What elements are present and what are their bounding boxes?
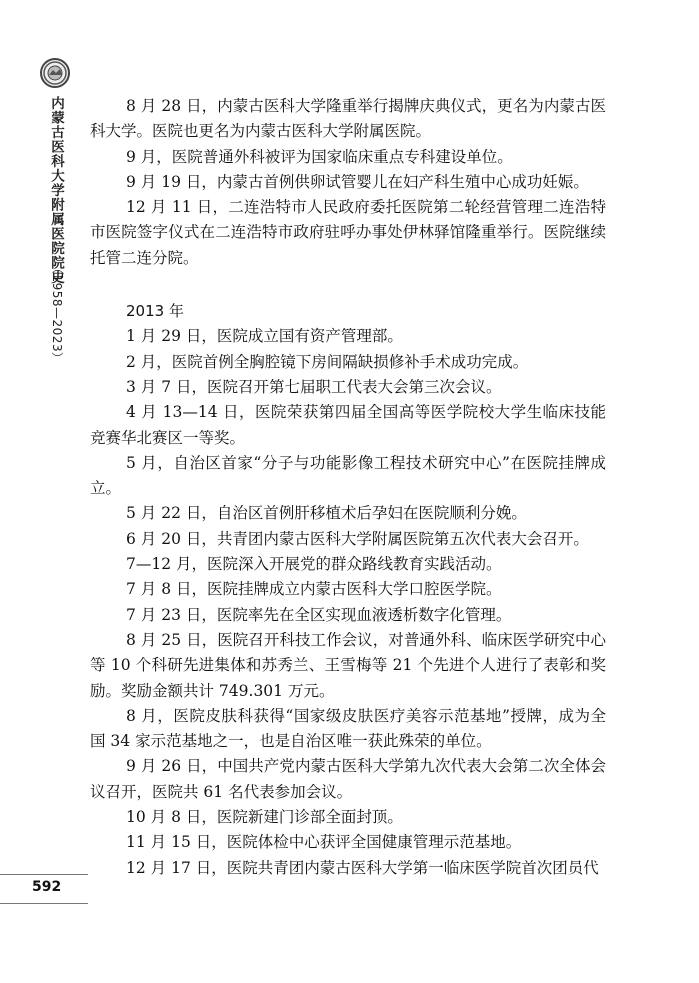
entry-paragraph: 12 月 11 日，二连浩特市人民政府委托医院第二轮经营管理二连浩特市医院签字仪式在二连浩特市政府驻呼办事处伊林驿馆隆重举行。医院继续托管二连分院。: [90, 198, 606, 267]
divider: [0, 903, 88, 904]
entry-paragraph: 5 月 22 日，自治区首例肝移植术后孕妇在医院顺利分娩。: [126, 504, 527, 523]
entry-paragraph: 9 月 19 日，内蒙古首例供卵试管婴儿在妇产科生殖中心成功妊娠。: [126, 172, 589, 191]
sidebar: [0, 0, 88, 983]
entry-paragraph: 9 月 26 日，中国共产党内蒙古医科大学第九次代表大会第二次全体会议召开，医院共 61 名代表参加会议。: [90, 757, 606, 801]
entry-paragraph: 10 月 8 日，医院新建门诊部全面封顶。: [126, 808, 403, 827]
entry-paragraph: 8 月 28 日，内蒙古医科大学隆重举行揭牌庆典仪式，更名为内蒙古医科大学。医院也更名为内蒙古医科大学附属医院。: [90, 97, 606, 141]
entry-paragraph: 9 月，医院普通外科被评为国家临床重点专科建设单位。: [126, 147, 513, 166]
book-years: （1958—2023）: [50, 262, 64, 365]
entry-paragraph: 12 月 17 日，医院共青团内蒙古医科大学第一临床医学院首次团员代: [126, 858, 599, 877]
entry-paragraph: 11 月 15 日，医院体检中心获评全国健康管理示范基地。: [126, 833, 522, 852]
entry-paragraph: 1 月 29 日，医院成立国有资产管理部。: [126, 327, 403, 346]
year-heading: 2013 年: [126, 302, 184, 321]
entry-paragraph: 4 月 13—14 日，医院荣获第四届全国高等医学院校大学生临床技能竞赛华北赛区一等奖。: [90, 403, 606, 447]
entry-paragraph: 7 月 23 日，医院率先在全区实现血液透析数字化管理。: [126, 605, 512, 624]
book-title: 内蒙古医科大学附属医院院史: [48, 96, 64, 285]
page-content: [90, 94, 606, 881]
page-number: 592: [32, 879, 62, 895]
university-logo: [40, 58, 70, 88]
entry-paragraph: 8 月 25 日，医院召开科技工作会议，对普通外科、临床医学研究中心等 10 个科研先进集体和苏秀兰、王雪梅等 21 个先进个人进行了表彰和奖励。奖励金额共计 749.301 万元。: [90, 630, 606, 700]
entry-paragraph: 7 月 8 日，医院挂牌成立内蒙古医科大学口腔医学院。: [126, 580, 502, 599]
entry-paragraph: 7—12 月，医院深入开展党的群众路线教育实践活动。: [126, 555, 502, 574]
divider: [0, 874, 88, 875]
entry-paragraph: 6 月 20 日，共青团内蒙古医科大学附属医院第五次代表大会召开。: [126, 529, 589, 548]
entry-paragraph: 2 月，医院首例全胸腔镜下房间隔缺损修补手术成功完成。: [126, 352, 529, 371]
entry-paragraph: 8 月，医院皮肤科获得“国家级皮肤医疗美容示范基地”授牌，成为全国 34 家示范基地之一，也是自治区唯一获此殊荣的单位。: [90, 706, 606, 751]
entry-paragraph: 5 月，自治区首家“分子与功能影像工程技术研究中心”在医院挂牌成立。: [90, 453, 606, 498]
entry-paragraph: 3 月 7 日，医院召开第七届职工代表大会第三次会议。: [126, 377, 502, 396]
